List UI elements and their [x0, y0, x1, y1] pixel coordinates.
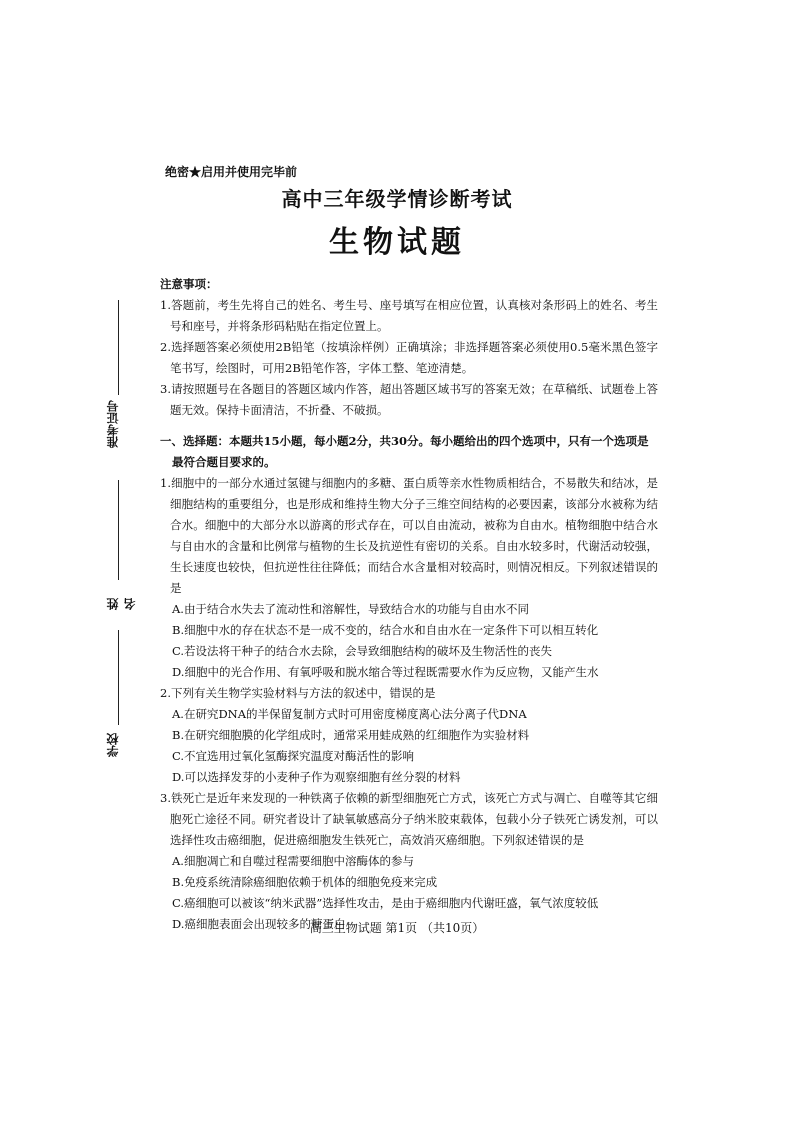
- option-c: C.不宜选用过氧化氢酶探究温度对酶活性的影响: [172, 749, 415, 763]
- school-field: [96, 630, 126, 760]
- option-a: A.在研究DNA的半保留复制方式时可用密度梯度离心法分离子代DNA: [172, 707, 527, 721]
- question-stem: 3.铁死亡是近年来发现的一种铁离子依赖的新型细胞死亡方式，该死亡方式与凋亡、自噬等其它细胞死亡途径不同。研究者设计了缺氧敏感高分子纳米胶束载体，包载小分子铁死亡诱发剂，可以选择性攻击癌细胞，促进癌细胞发生铁死亡，高效消灭癌细胞。下列叙述错误的是: [160, 791, 658, 847]
- exam-number-line: [118, 300, 119, 395]
- option-d: D.细胞中的光合作用、有氧呼吸和脱水缩合等过程既需要水作为反应物，又能产生水: [172, 665, 599, 679]
- name-line: [118, 480, 119, 580]
- school-line: [118, 630, 119, 725]
- page-footer: 高三生物试题 第1页 （共10页）: [309, 921, 485, 935]
- school-label: 学校: [106, 733, 120, 757]
- exam-number-field: [96, 300, 126, 460]
- option-a: A.由于结合水失去了流动性和溶解性，导致结合水的功能与自由水不同: [172, 602, 529, 616]
- name-field: [96, 480, 137, 610]
- option-b: B.免疫系统清除癌细胞依赖于机体的细胞免疫来完成: [172, 875, 438, 889]
- question-stem: 2.下列有关生物学实验材料与方法的叙述中，错误的是: [160, 686, 436, 700]
- confidential-notice: 绝密★启用并使用完毕前: [165, 165, 298, 179]
- option-b: B.在研究细胞膜的化学组成时，通常采用蛙成熟的红细胞作为实验材料: [172, 728, 530, 742]
- subject-title: 生物试题: [329, 225, 465, 260]
- notice-item: 3.请按照题号在各题目的答题区域内作答，超出答题区域书写的答案无效；在草稿纸、试题卷上答题无效。保持卡面清洁，不折叠、不破损。: [160, 382, 658, 417]
- exam-body: [160, 274, 658, 935]
- option-c: C.若设法将干种子的结合水去除，会导致细胞结构的破坏及生物活性的丧失: [172, 644, 553, 658]
- option-c: C.癌细胞可以被该“纳米武器”选择性攻击，是由于癌细胞内代谢旺盛，氧气浓度较低: [172, 896, 599, 910]
- binding-margin: [96, 300, 137, 757]
- notice-item: 1.答题前，考生先将自己的姓名、考生号、座号填写在相应位置，认真核对条形码上的姓名、考生号和座号，并将条形码粘贴在指定位置上。: [160, 298, 658, 333]
- name-label: 姓名: [106, 598, 137, 610]
- notice-heading: 注意事项：: [160, 277, 218, 291]
- option-b: B.细胞中水的存在状态不是一成不变的，结合水和自由水在一定条件下可以相互转化: [172, 623, 599, 637]
- question-3: [160, 788, 658, 935]
- option-d: D.可以选择发芽的小麦种子作为观察细胞有丝分裂的材料: [172, 770, 461, 784]
- question-2: [160, 683, 658, 788]
- question-stem: 1.细胞中的一部分水通过氢键与细胞内的多糖、蛋白质等亲水性物质相结合，不易散失和结冰，是细胞结构的重要组分，也是形成和维持生物大分子三维空间结构的必要因素，该部分水被称为结合水。细胞中的大部分水以游离的形式存在，可以自由流动，被称为自由水。植物细胞中结合水与自由水的含量和比例常与植物的生长及抗逆性有密切的关系。自由水较多时，代谢活动较强，生长速度也较快，但抗逆性往往降低；而结合水含量相对较高时，则情况相反。下列叙述错误的是: [160, 476, 658, 595]
- option-d: D.癌细胞表面会出现较多的糖蛋白: [172, 917, 346, 931]
- option-a: A.细胞凋亡和自噬过程需要细胞中溶酶体的参与: [172, 854, 414, 868]
- question-1: [160, 473, 658, 683]
- exam-number-label: 准考证号: [106, 400, 120, 448]
- section-heading: 一、选择题：本题共15小题，每小题2分，共30分。每小题给出的四个选项中，只有一个选项是最符合题目要求的。: [160, 434, 649, 469]
- notice-item: 2.选择题答案必须使用2B铅笔（按填涂样例）正确填涂；非选择题答案必须使用0.5毫米黑色签字笔书写，绘图时，可用2B铅笔作答，字体工整、笔迹清楚。: [160, 340, 658, 375]
- exam-title: 高中三年级学情诊断考试: [281, 187, 513, 211]
